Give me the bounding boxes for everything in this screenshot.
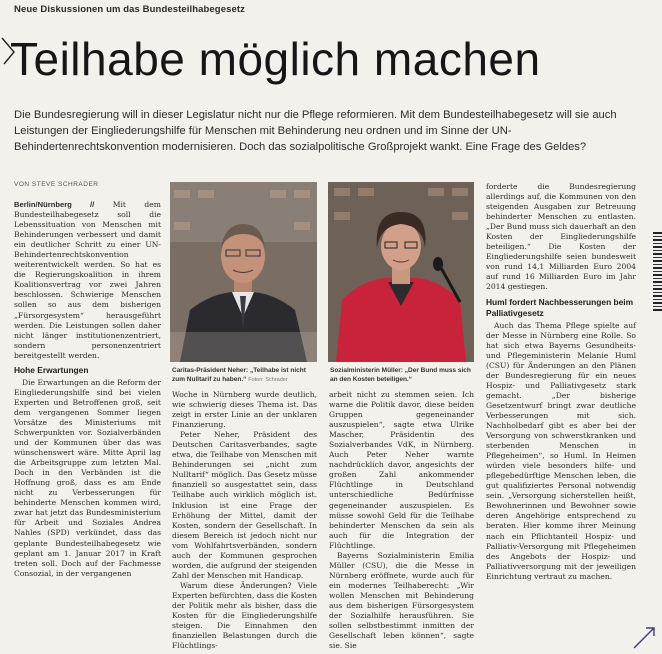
dateline: Berlin/Nürnberg // (14, 200, 95, 209)
author-byline: VON STEVE SCHRADER (14, 181, 99, 188)
pen-arrow-icon (632, 624, 658, 650)
barcode-strip (653, 232, 662, 312)
col2-paragraph-1: Woche in Nürnberg wurde deutlich, wie schwierig dieses Thema ist. Das zeigt in erster Linie an der unklaren Finanzierung. (172, 390, 317, 430)
portrait-man-image (170, 182, 317, 362)
photo-caption-mueller (330, 366, 474, 384)
col4-paragraph-1: forderte die Bundesregierung allerdings auf, die Kommunen von den steigenden Ausgaben zur Betreuung behinderter Menschen zu entlasten. „Der Bund muss sich dauerhaft an den Kosten der Eingliederungshilfe beteiligen.“ Die Kosten der Eingliederungshilfe seien bundesweit von rund 14,1 Milliarden Euro 2004 auf rund 16 Milliarden Euro im Jahr 2014 gestiegen. (486, 182, 636, 292)
col3-paragraph-1: arbeit nicht zu stemmen seien. Ich warne die Politik davor, diese beiden Gruppen gegeneinander auszuspielen“, sagte etwa Ulrike Mascher, Präsidentin des Sozialverbandes VdK, in Nürnberg. Auch Peter Neher warnte nachdrücklich davor, angesichts der großen Zahl ankommender Flüchtlinge in Deutschland unterschiedliche Bedürfnisse gegeneinander auszuspielen. Es müsse sowohl Geld für die Teilhabe behinderter Menschen da sein als auch für die Integration der Flüchtlinge. (329, 390, 474, 550)
article-column-3 (329, 390, 474, 651)
headline: Teilhabe möglich machen (10, 33, 541, 85)
col2-paragraph-3: Warum diese Änderungen? Viele Experten befürchten, dass die Kosten der Politik mehr als bisher, dass die Kosten für die Eingliederungshilfe steigen. Die Einnahmen den finanziellen Belastungen durch die Flüchtlings- (172, 580, 317, 651)
col4-paragraph-2: Auch das Thema Pflege spielte auf der Messe in Nürnberg eine Rolle. So hat sich etwa Bayerns Gesundheits- und Pflegeministerin Melanie Huml (CSU) für Änderungen an den Plänen der Bundesregierung für ein neues Hospiz- und Palliativgesetz stark gemacht. „Der bisherige Gesetzentwurf bringt zwar deutliche Verbesserungen mit sich. Nachholbedarf gibt es aber bei der Versorgung von schwerstkranken und sterbenden Menschen in Pflegeheimen“, so Huml. In Heimen würden viele besonders hilfe- und pflegebedürftige Menschen leben, die gut qualifiziertes Personal notwendig sein. „Versorgung sicherstellen heißt, Bewohnerinnen und Bewohner sowie deren Angehörige entsprechend zu beraten. Hier komme ihrer Meinung nach ein Pflichtanteil Hospiz- und Palliativ-Versorgung mit Pflegeheimen des Angebots der Hospiz- und Palliativversorgung mit der jeweiligen Einrichtung vertraut zu machen. (486, 320, 636, 581)
col3-paragraph-2: Bayerns Sozialministerin Emilia Müller (CSU), die die Messe in Nürnberg eröffnete, wurde auch für ein modernes Teilhaberecht: „Wir wollen Menschen mit Behinderung aus dem bisherigen Fürsorgesystem der Sozialhilfe herausführen. Sie sollen selbstbestimmt inmitten der Gesellschaft leben können“, sagte sie. Sie (329, 550, 474, 651)
article-column-1 (14, 200, 161, 579)
subhead-hohe-erwartungen: Hohe Erwartungen (14, 364, 89, 375)
photo-neher (170, 182, 317, 362)
article-column-2 (172, 390, 317, 651)
photo-credit: Foton: Schrader (248, 377, 288, 383)
photo-caption-neher (172, 366, 317, 385)
lead-paragraph: Die Bundesregierung will in dieser Legislatur nicht nur die Pflege reformieren. Mit dem Bundesteilhabegesetz will sie auch Leistungen der Eingliederungshilfe für Menschen mit Behinderung neu ordnen und im Sinne der UN-Behindertenrechtskonvention modernisieren. Doch das sozialpolitische Großprojekt wankt. Eine Frage des Geldes? (14, 109, 617, 153)
subhead-huml: Huml fordert Nachbesserungen beim Palliativgesetz (486, 296, 634, 318)
article-column-4 (486, 182, 636, 582)
kicker: Neue Diskussionen um das Bundesteilhabegesetz (14, 4, 245, 15)
caption-text-mueller: Sozialministerin Müller: „Der Bund muss sich an den Kosten beteiligen.“ (330, 367, 471, 383)
portrait-woman-image (328, 182, 474, 362)
col2-paragraph-2: Peter Neher, Präsident des Deutschen Caritasverbandes, sagte etwa, die Teilhabe von Menschen mit Behinderungen sei „nicht zum Nulltarif“ möglich. Das Gesetz müsse finanziell so ausgestattet sein, dass Teilhabe auch wirklich möglich ist. Inklusion ist eine Frage der Erhöhung der Mittel, damit der Kosten, sondern der Gesellschaft. In diesem Bereich ist jedoch nicht nur vom Wohlfahrtsverbänden, sondern auch der Kommunen gesprochen worden, die aufgrund der steigenden Zahl der Menschen mit Handicap. (172, 430, 317, 580)
col1-paragraph-2: Die Erwartungen an die Reform der Eingliederungshilfe sind bei vielen Experten und Betroffenen groß, seit dem vergangenen Sommer liegen Vorsätze des Ministeriums mit Schwerpunkten vor. Sozialverbänden und der Kommunen über das was wünschenswert wäre. Mitte April lag die Arbeitsgruppe zum letzten Mal. Doch in den Verbänden ist die Hoffnung groß, dass es am Ende nicht zu Verbesserungen für behinderte Menschen kommen wird, zwar hat jetzt das Bundesministerium für Arbeit und Soziales Andrea Nahles (SPD) verkündet, dass das geplante Bundesteilhabegesetz wie geplant am 1. Januar 2017 in Kraft treten soll. Doch auf der Fachmesse Consozial, in der vergangenen (14, 377, 161, 578)
caption-text-neher: Caritas-Präsident Neher: „Teilhabe ist nicht zum Nulltarif zu haben.“ (172, 367, 306, 383)
photo-mueller (328, 182, 474, 362)
col1-paragraph-1: Mit dem Bundesteilhabegesetz soll die Lebenssituation von Menschen mit Behinderungen verbessert und damit ein deutlicher Schritt zu einer UN-Behindertenrechtskonvention weiterentwickelt werden. So hat es die Regierungskoalition in ihrem Koalitionsvertrag vor zwei Jahren beschlossen. Schwierige Menschen sollen so aus dem bisherigen „Fürsorgesystem“ herausgeführt werden. Die Leistungen sollen daher nicht länger institutionenzentriert, sondern personenzentriert bereitgestellt werden. (14, 200, 161, 360)
